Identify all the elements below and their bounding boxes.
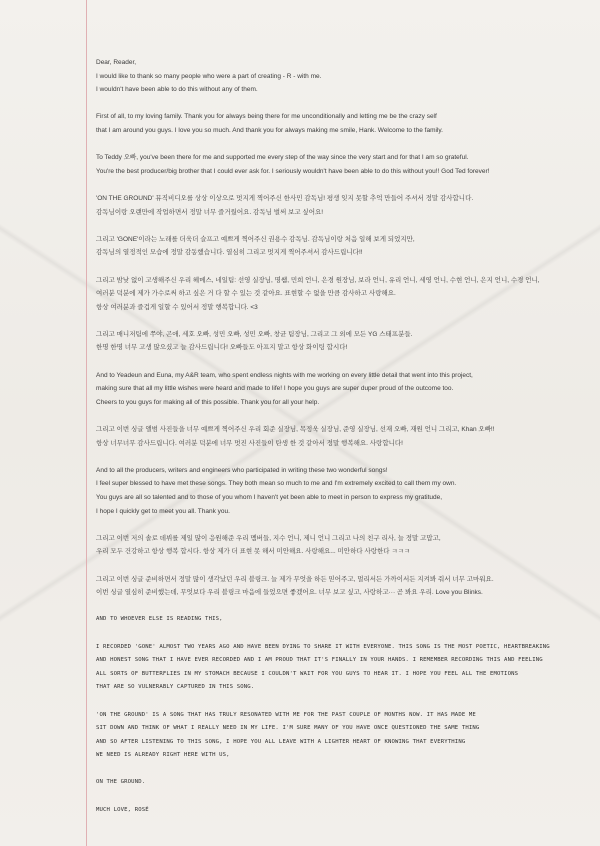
staff-line: 항상 여러분과 즐겁게 일할 수 있어서 정말 행복합니다. <3 xyxy=(96,303,258,311)
blinks-line: 이번 싱글 열심히 준비했는데, 무엇보다 우리 블링크 마음에 들었으면 좋겠어요. 너무 보고 싶고, 사랑하고··· 곧 봐요 우리. Love you Blinks. xyxy=(96,589,483,597)
handwritten-gone-line: AND HONEST SONG THAT I HAVE EVER RECORDED AND I AM PROUD THAT IT'S FINALLY IN YOUR HANDS. I REMEMBER RECORDING THIS AND FEELING xyxy=(96,657,543,664)
margin-line xyxy=(86,0,87,846)
producers-line: And to all the producers, writers and engineers who participated in writing these two wonderful songs! xyxy=(96,466,388,474)
photographers-line: 항상 너무너무 감사드립니다. 여러분 덕분에 너무 멋진 사진들이 탄생 한 것 같아서 정말 행복해요. 사랑합니다! xyxy=(96,439,403,447)
handwritten-otg-line: WE NEED IS ALREADY RIGHT HERE WITH US, xyxy=(96,752,230,759)
staff-line: 그리고 밤낮 없이 고생해주신 우리 헤메스, 네일팀: 선영 실장님, 명쌤, 민희 언니, 은경 원장님, 보라 언니, 유리 언니, 세영 언니, 수현 언니, 은지 언니, 수경 언니, xyxy=(96,276,540,284)
ar-team-line: making sure that all my little wishes were heard and made to life! I hope you guys are super duper proud of the outcome too. xyxy=(96,385,454,393)
handwritten-closing: ON THE GROUND. xyxy=(96,779,146,786)
family-line: First of all, to my loving family. Thank you for always being there for me unconditionally and letting me be the crazy self xyxy=(96,113,437,121)
intro-line: I would like to thank so many people who were a part of creating - R - with me. xyxy=(96,72,322,80)
greeting: Dear, Reader, xyxy=(96,59,137,66)
managers-line: 한명 한명 너무 고생 많으셨고 늘 감사드립니다! 오빠들도 아프지 말고 항상 화이팅 합시다! xyxy=(96,344,348,352)
gone-director-line: 감독님의 열정적인 모습에 정말 감동했습니다. 열심히 그리고 멋지게 찍어주셔서 감사드립니다!! xyxy=(96,249,363,257)
handwritten-otg-line: SIT DOWN AND THINK OF WHAT I REALLY NEED IN MY LIFE. I'M SURE MANY OF YOU HAVE ONCE QUESTIONED THE SAME THING xyxy=(96,725,480,732)
blinks-line: 그리고 이번 싱글 준비하면서 정말 많이 생각났던 우리 블링크. 늘 제가 무엇을 하든 믿어주고, 멀리서든 가까이서든 지켜봐 줘서 너무 고마워요. xyxy=(96,575,494,583)
teddy-line: You're the best producer/big brother that I could ever ask for. I seriously wouldn't have been able to do this without you!! God Ted forever! xyxy=(96,167,490,175)
members-line: 그리고 이번 저의 솔로 데뷔를 제일 많이 응원해준 우리 멤버들, 지수 언니, 제니 언니 그리고 나의 친구 리사, 늘 정말 고맙고, xyxy=(96,534,441,542)
otg-director-line: 감독님이랑 오랜만에 작업하면서 정말 너무 즐거웠어요. 감독님 벌써 보고 싶어요! xyxy=(96,208,324,216)
handwritten-signoff: MUCH LOVE, ROSÉ xyxy=(96,806,149,813)
handwritten-gone-line: ALL SORTS OF BUTTERFLIES IN MY STOMACH BECAUSE I COULDN'T WAIT FOR YOU GUYS TO HEAR IT. I HOPE YOU FEEL ALL THE EMOTIONS xyxy=(96,670,519,677)
otg-director-line: 'ON THE GROUND' 뮤직비디오를 상상 이상으로 멋지게 찍어주신 한사민 감독님! 평생 잊지 못할 추억 만들어 주셔서 정말 감사합니다. xyxy=(96,194,474,202)
handwritten-otg-line: AND SO AFTER LISTENING TO THIS SONG, I HOPE YOU ALL LEAVE WITH A LIGHTER HEART OF KNOWING THAT EVERYTHING xyxy=(96,738,466,745)
family-line: that I am around you guys. I love you so much. And thank you for always making me smile, Hank. Welcome to the family. xyxy=(96,126,443,134)
gone-director-line: 그리고 'GONE'이라는 노래를 더욱더 슬프고 예쁘게 찍어주신 권용수 감독님. 감독님이랑 처음 일해 보게 되었지만, xyxy=(96,235,415,243)
handwritten-otg-line: 'ON THE GROUND' IS A SONG THAT HAS TRULY RESONATED WITH ME FOR THE PAST COUPLE OF MONTHS NOW. IT HAS MADE ME xyxy=(96,711,476,718)
staff-line: 여러분 덕분에 제가 가수로써 하고 싶은 거 다 할 수 있는 것 같아요. 표현할 수 없을 만큼 감사하고 사랑해요. xyxy=(96,290,396,298)
producers-line: You guys are all so talented and to those of you whom I haven't yet been able to meet in person to express my gratitude, xyxy=(96,494,443,501)
teddy-line: To Teddy 오빠, you've been there for me and supported me every step of the way since the very start and for that I am so grateful. xyxy=(96,154,469,162)
letter-body xyxy=(96,56,566,817)
handwritten-gone-line: THAT ARE SO VULNERABLY CAPTURED IN THIS SONG. xyxy=(96,684,255,691)
managers-line: 그리고 매니저팀에 쭈야, 곤애, 세호 오빠, 성민 오빠, 성민 오빠, 창균 팀장님, 그리고 그 외에 모든 YG 스태프분들. xyxy=(96,330,413,338)
producers-line: I hope I quickly get to meet you all. Thank you. xyxy=(96,507,230,515)
ar-team-line: Cheers to you guys for making all of this possible. Thank you for all your help. xyxy=(96,398,320,406)
members-line: 우리 모두 건강하고 항상 행복 합시다. 항상 제가 더 표현 못 해서 미안해요. 사랑해요... 미안하다 사랑한다 ㅋㅋㅋ xyxy=(96,548,411,556)
photographers-line: 그리고 이번 싱글 앨범 사진들을 너무 예쁘게 찍어주신 우리 회준 실장님, 목정욱 실장님, 준영 실장님, 선재 오빠, 재원 언니 그리고, Khan 오빠!! xyxy=(96,426,495,434)
handwritten-opening: AND TO WHOEVER ELSE IS READING THIS, xyxy=(96,616,223,623)
producers-line: I feel super blessed to have met these songs. They both mean so much to me and I'm extremely excited to call them my own. xyxy=(96,480,457,488)
ar-team-line: And to Yeadeun and Euna, my A&R team, who spent endless nights with me working on every little detail that went into this project, xyxy=(96,371,473,379)
handwritten-gone-line: I RECORDED 'GONE' ALMOST TWO YEARS AGO AND HAVE BEEN DYING TO SHARE IT WITH EVERYONE. THIS SONG IS THE MOST POETIC, HEARTBREAKING xyxy=(96,643,550,650)
intro-line: I wouldn't have been able to do this without any of them. xyxy=(96,86,258,94)
